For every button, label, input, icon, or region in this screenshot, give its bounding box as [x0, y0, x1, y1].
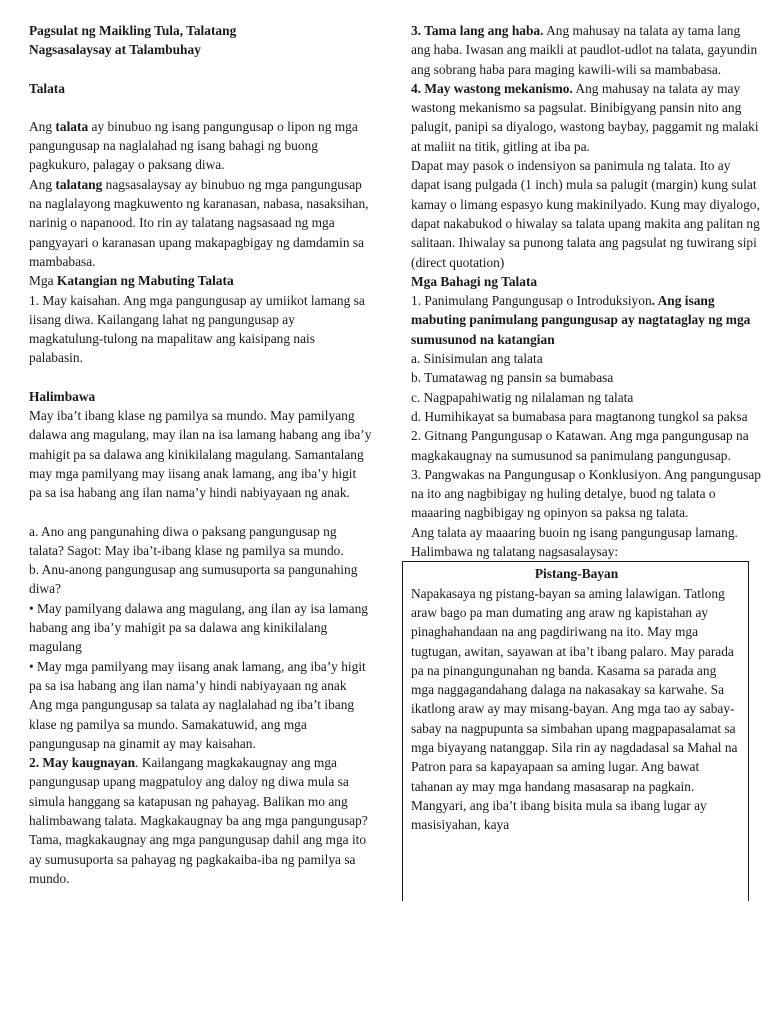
question-b: b. Anu-anong pangungusap ang sumusuporta sa pangunahing diwa?: [29, 562, 358, 597]
paragraph-talata-definition: [29, 117, 372, 175]
text: Katangian ng Mabuting Talata: [56, 273, 234, 289]
bullet-1: • May pamilyang dalawa ang magulang, ang ilan ay isa lamang habang ang iba’y mahigit pa sa dalawa ang kinikilalang magulang: [29, 600, 368, 655]
term-talata: talata: [55, 118, 89, 134]
katangian-2: [29, 753, 372, 888]
text: nagsasalaysay ay binubuo ng mga pangungusap na naglalayong magkuwento ng karanasan, nabasa, nasaksihan, narinig o napanood. Ito rin ay talatang nagsasaad ng mga pangyayari o karanasan upang makapagbigay ng damdamin sa mambabasa.: [29, 176, 369, 269]
document-title: [29, 21, 372, 60]
text: . Kailangang magkakaugnay ang mga pangungusap upang magpatuloy ang daloy ng diwa mula sa simula hanggang sa katapusan ng pahayag. Balikan mo ang halimbawang talata. Magkakaugnay ba ang mga pangungusap? Tama, magkakaugnay ang mga pangungusap dahil ang mga ito ay sumusuporta sa pahayag ng pagkakaiba-iba ng pamilya sa mundo.: [29, 755, 368, 886]
text: Ang mahusay na talata ay tama lang ang haba. Iwasan ang maikli at paudlot-udlot na talata, gayundin ang sobrang haba para maging kawili-wili sa mambabasa.: [411, 23, 758, 77]
text: ay binubuo ng isang pangungusap o lipon ng mga pangungusap na naglalahad ng isang bahagi ng buong pagkukuro, palagay o paksang diwa.: [29, 118, 358, 173]
title-line-1: Pagsulat ng Maikling Tula, Talatang: [29, 23, 237, 38]
katangian-4: [411, 79, 761, 156]
bahagi-1: [411, 291, 761, 349]
indentation-paragraph: Dapat may pasok o indensiyon sa panimula ng talata. Ito ay dapat isang pulgada (1 inch) mula sa palugit (margin) kung sulat kamay o limang espasyo kung makinilyado. Kung may diyalogo, dapat nakabukod o hiwalay sa talata upang makita ang palitan ng salitaan. Ihiwalay sa punong talata ang pagsulat ng tuwirang sipi (direct quotation): [411, 158, 760, 270]
text: 2. May kaugnayan: [29, 755, 136, 771]
left-column: [29, 21, 372, 888]
bahagi-d: d. Humihikayat sa bumabasa para magtanong tungkol sa paksa: [411, 408, 748, 424]
bahagi-b: b. Tumatawag ng pansin sa bumabasa: [411, 370, 614, 386]
bahagi-c: c. Nagpapahiwatig ng nilalaman ng talata: [411, 389, 634, 405]
halimbawa-label: Halimbawa ng talatang nagsasalaysay:: [411, 544, 619, 560]
text: Ang: [29, 118, 56, 134]
text: Ang: [29, 176, 56, 192]
section-heading-talata: Talata: [29, 80, 65, 96]
question-a: a. Ano ang pangunahing diwa o paksang pangungusap ng talata? Sagot: May iba’t-ibang klase ng pamilya sa mundo.: [29, 523, 344, 558]
term-talatang: talatang: [55, 176, 103, 192]
conclusion-paragraph: Ang mga pangungusap sa talata ay naglalahad ng iba’t ibang klase ng pamilya sa mundo. Samakatuwid, ang mga pangungusap na ginamit ay may kaisahan.: [29, 697, 355, 751]
paragraph-talatang-nagsasalaysay: [29, 175, 372, 271]
heading-bahagi: Mga Bahagi ng Talata: [411, 273, 538, 289]
katangian-3: [411, 21, 761, 79]
text: 4. May wastong mekanismo.: [411, 80, 573, 96]
right-column: [411, 21, 761, 901]
heading-halimbawa: Halimbawa: [29, 388, 96, 404]
bullet-2: • May mga pamilyang may iisang anak lamang, ang iba’y higit pa sa isa habang ang ilan nama’y hindi nabiyayaan ng anak: [29, 658, 366, 693]
text: Ang mahusay na talata ay may wastong mekanismo sa pagsulat. Binibigyang pansin nito ang palugit, panipi sa diyalogo, wastong baybay, paggamit ng malaki at maliit na titik, gitling at iba pa.: [411, 80, 759, 154]
text: 1. Panimulang Pangungusap o Introduksiyon: [411, 293, 652, 309]
text: . Ang isang mabuting panimulang pangungusap ay nagtataglay ng mga sumusunod na katangian: [411, 293, 751, 347]
title-line-2: Nagsasalaysay at Talambuhay: [29, 42, 201, 58]
katangian-1: 1. May kaisahan. Ang mga pangungusap ay umiikot lamang sa iisang diwa. Kailangang lahat ng pangungusap ay magkatulung-tulong na mapalitaw ang kaisipang nais palabasin.: [29, 292, 365, 366]
bahagi-a: a. Sinisimulan ang talata: [411, 351, 543, 367]
maaring-paragraph: Ang talata ay maaaring buoin ng isang pangungusap lamang.: [411, 524, 738, 540]
halimbawa-paragraph: May iba’t ibang klase ng pamilya sa mundo. May pamilyang dalawa ang magulang, may ilan na isa lamang habang ang iba’y mahigit pa sa dalawa ang kinikilalang magulang. Samantalang may mga pamilyang may iisang anak lamang, ang iba’y higit pa sa isa habang ang ilan nama’y hindi nabiyayaan ng anak.: [29, 408, 372, 501]
text: 3. Tama lang ang haba.: [411, 23, 544, 38]
box-title: Pistang-Bayan: [534, 566, 619, 582]
text: Mga: [29, 273, 57, 289]
bahagi-2: 2. Gitnang Pangungusap o Katawan. Ang mga pangungusap na magkakaugnay na sumusunod sa panimulang pangungusap.: [411, 428, 749, 463]
example-box: [402, 561, 749, 901]
box-paragraph: Napakasaya ng pistang-bayan sa aming lalawigan. Tatlong araw bago pa man dumating ang araw ng kapistahan ay pinaghahandaan na ang pagdiriwang na ito. May mga tugtugan, awitan, sayawan at iba’t ibang palaro. May parada pa na pinangungunahan ng banda. Kasama sa parada ang mga naggagandahang dalaga na nakasakay sa karwahe. Sa ikatlong araw ay may misang-bayan. Ang mga tao ay sabay-sabay na nagpupunta sa simbahan upang magpapasalamat sa mga biyayang natanggap. Sila rin ay nagdadasal sa Mahal na Patron para sa kapayapaan sa aming lugar. Ang bawat tahanan ay may mga handang masasarap na pagkain. Mangyari, ang iba’t ibang bisita mula sa ibang lugar ay masisiyahan, kaya: [411, 585, 738, 833]
bahagi-3: 3. Pangwakas na Pangungusap o Konklusiyon. Ang pangungusap na ito ang nagbibigay ng huling detalye, buod ng talata o maaaring nagbibigay ng opinyon sa paksa ng talata.: [411, 466, 761, 521]
heading-katangian: [29, 271, 372, 290]
